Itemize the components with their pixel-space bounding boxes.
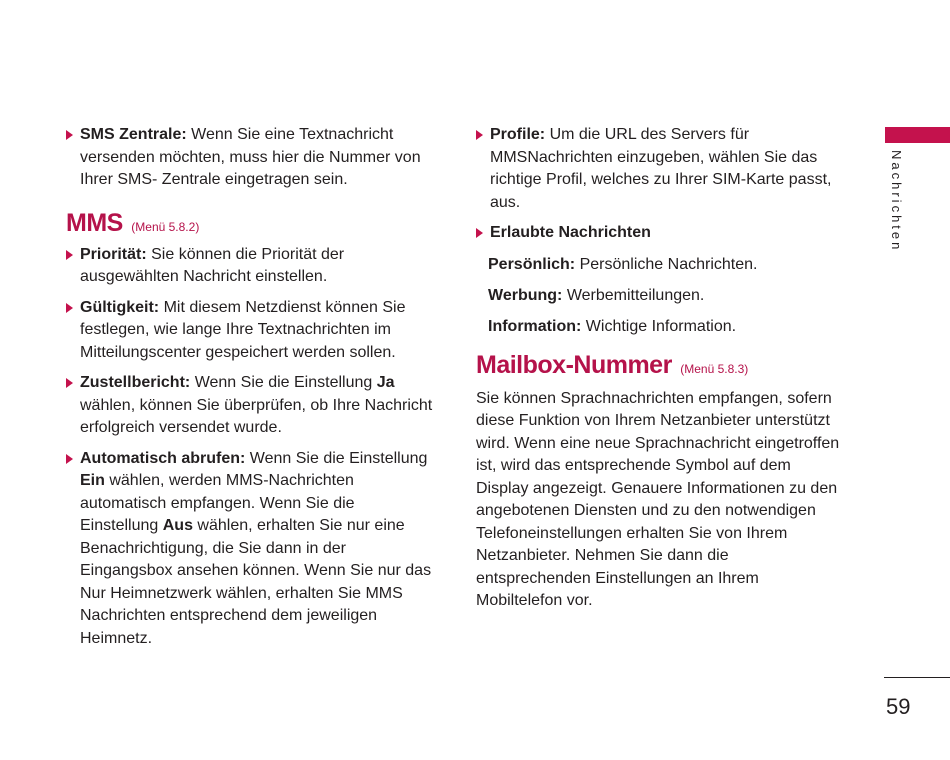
sub-item-label: Persönlich:: [488, 255, 576, 273]
bullet-option-ein: Ein: [80, 472, 105, 489]
sub-item-label: Werbung:: [488, 286, 563, 304]
bullet-arrow-icon: [66, 378, 73, 388]
sub-item-text: Wichtige Information.: [585, 317, 737, 335]
section-title: MMS: [66, 208, 123, 237]
bullet-text: wählen, erhalten Sie nur eine Benachrichtigung, die Sie dann in der Eingangsbox ansehen können. Wenn Sie nur das Nur Heimnetzwerk wählen, erhalten Sie MMS Nachrichten entsprechend dem jeweiligen Heimnetz.: [80, 517, 432, 647]
page-number-divider: [884, 677, 950, 678]
bullet-arrow-icon: [66, 250, 73, 260]
sub-item-persoenlich: [476, 254, 846, 276]
bullet-label: SMS Zentrale:: [80, 126, 187, 143]
sub-item-label: Information:: [488, 317, 582, 335]
bullet-text: Wenn Sie die Einstellung: [194, 374, 373, 391]
section-menu-ref: (Menü 5.8.3): [680, 361, 749, 376]
sub-item-text: Persönliche Nachrichten.: [579, 255, 758, 273]
bullet-label: Erlaubte Nachrichten: [490, 224, 651, 241]
bullet-automatisch-abrufen: [66, 448, 436, 651]
bullet-label: Profile:: [490, 126, 546, 143]
sub-item-text: Werbemitteilungen.: [566, 286, 705, 304]
bullet-profile: [476, 124, 846, 214]
bullet-text: wählen, können Sie überprüfen, ob Ihre Nachricht erfolgreich versendet wurde.: [80, 396, 433, 436]
section-heading-mms: [66, 208, 436, 242]
mailbox-paragraph: Sie können Sprachnachrichten empfangen, sofern diese Funktion von Ihrem Netzanbieter unterstützt wird. Wenn eine neue Sprachnachricht eingetroffen ist, wird das entsprechende Symbol auf dem Display angezeigt. Genauere Informationen zu den angebotenen Diensten und zu den notwendigen Telefoneinstellungen erhalten Sie von Ihrem Netzanbieter. Nehmen Sie dann die entsprechenden Einstellungen an Ihrem Mobiltelefon vor.: [476, 389, 840, 609]
bullet-text: Wenn Sie die Einstellung: [249, 449, 428, 467]
chapter-tab-marker: [885, 127, 950, 143]
bullet-arrow-icon: [66, 303, 73, 313]
bullet-text: Mit diesem Netzdienst können Sie festlegen, wie lange Ihre Textnachrichten im Mitteilungscenter gespeichert werden sollen.: [80, 298, 406, 361]
bullet-text: wählen, werden MMS-Nachrichten automatisch empfangen. Wenn Sie die Einstellung: [80, 472, 355, 534]
bullet-text: Sie können die Priorität der ausgewählten Nachricht einstellen.: [80, 245, 345, 285]
page-number: 59: [886, 694, 911, 719]
bullet-label: Priorität:: [80, 245, 147, 263]
chapter-label: Nachrichten: [889, 150, 904, 253]
bullet-label: Automatisch abrufen:: [80, 449, 246, 467]
bullet-text: Um die URL des Servers für MMSNachrichten einzugeben, wählen Sie das richtige Profil, welches zu Ihrer SIM-Karte passt, aus.: [490, 126, 832, 211]
bullet-arrow-icon: [476, 228, 483, 238]
sub-item-werbung: [476, 285, 846, 307]
bullet-erlaubte-nachrichten: [476, 222, 846, 245]
left-column: [66, 124, 436, 650]
bullet-arrow-icon: [476, 130, 483, 140]
bullet-label: Gültigkeit:: [80, 298, 160, 316]
bullet-option-aus: Aus: [162, 517, 193, 534]
bullet-label: Zustellbericht:: [80, 374, 191, 391]
bullet-option-ja: Ja: [376, 374, 395, 391]
section-heading-mailbox: [476, 350, 846, 384]
right-column: [476, 124, 846, 613]
bullet-sms-zentrale: [66, 124, 436, 192]
sub-item-information: [476, 316, 846, 338]
bullet-gueltigkeit: [66, 297, 436, 365]
section-menu-ref: (Menü 5.8.2): [131, 219, 200, 234]
bullet-prioritaet: [66, 244, 436, 289]
section-title: Mailbox-Nummer: [476, 350, 672, 379]
bullet-zustellbericht: [66, 372, 436, 440]
bullet-arrow-icon: [66, 454, 73, 464]
bullet-text: Wenn Sie eine Textnachricht versenden möchten, muss hier die Nummer von Ihrer SMS- Zentrale eingetragen sein.: [80, 126, 421, 188]
bullet-arrow-icon: [66, 130, 73, 140]
